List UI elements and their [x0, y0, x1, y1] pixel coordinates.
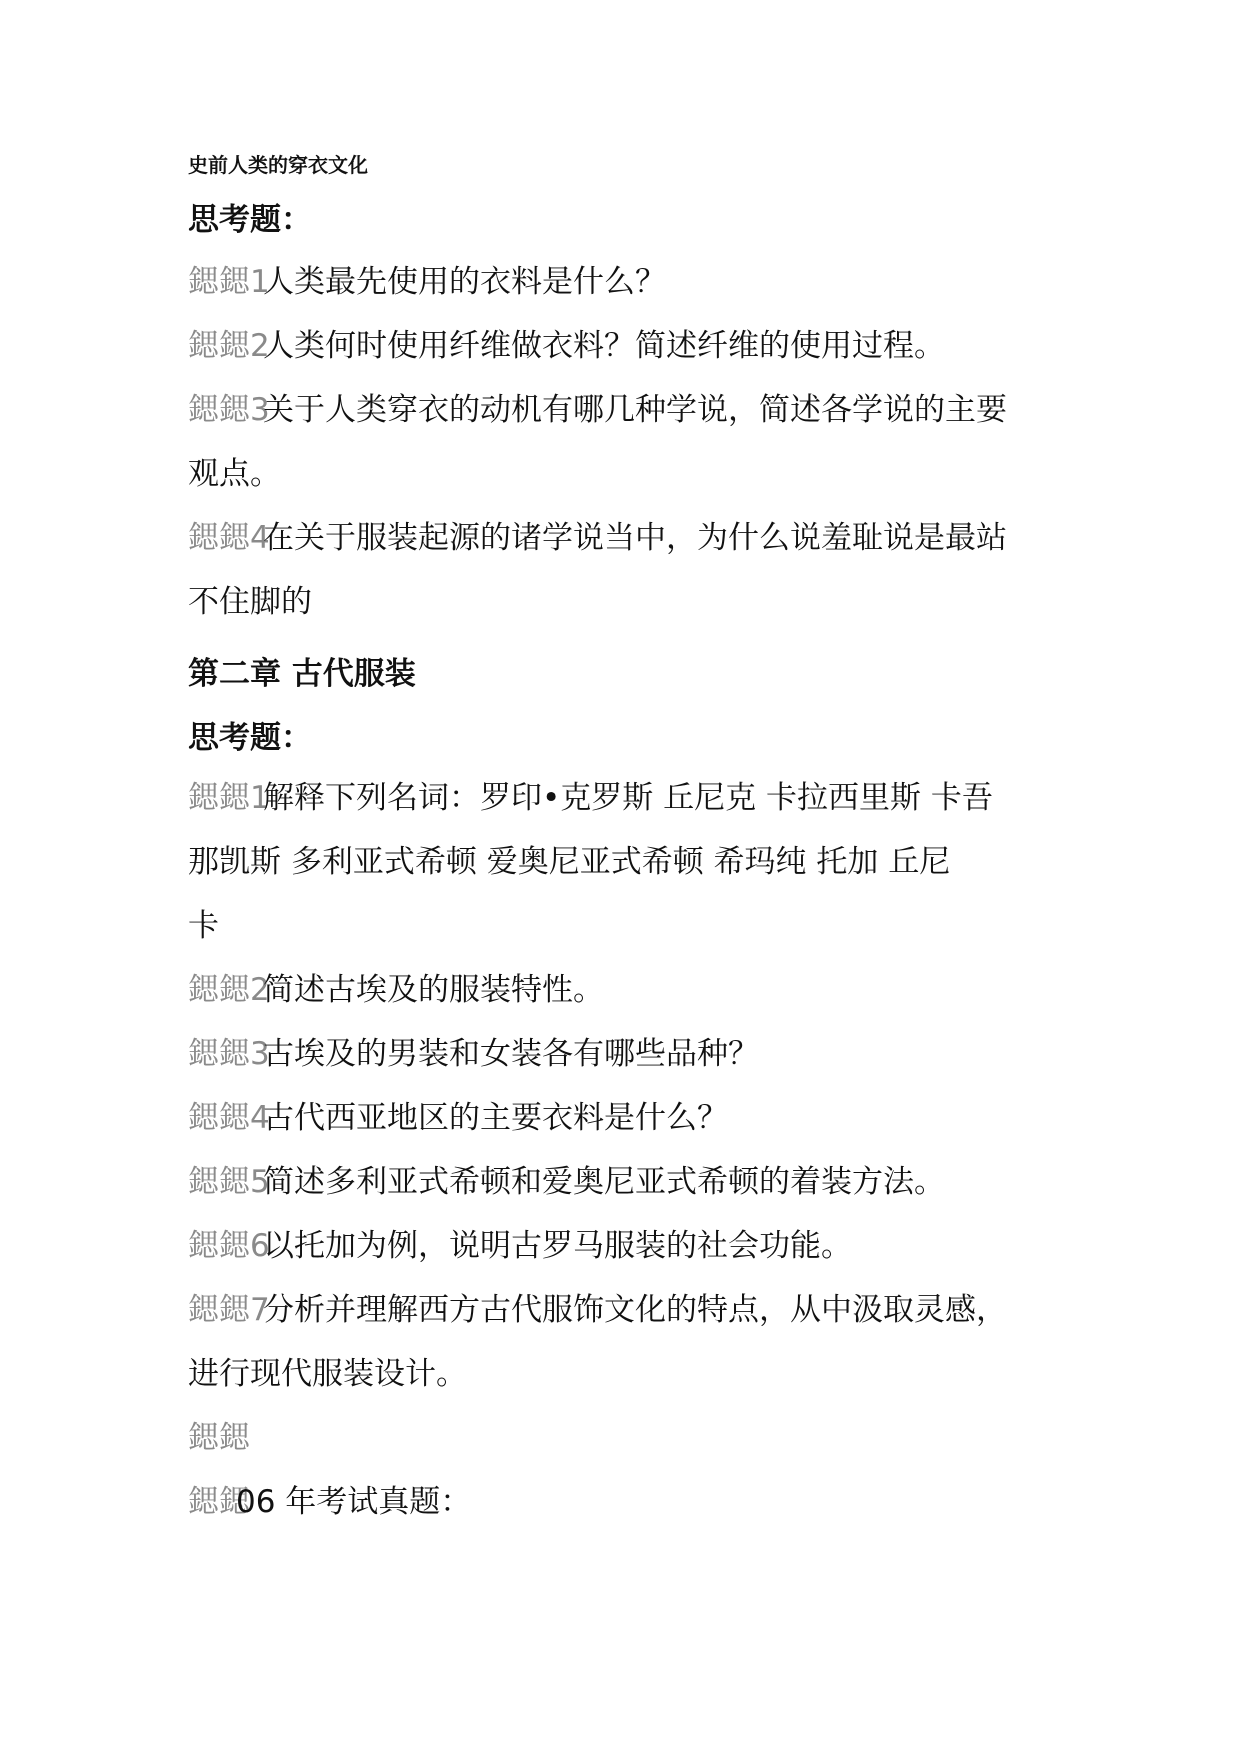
list-item-c2-q1 — [188, 766, 1068, 958]
question-text-continued: 进行现代服装设计。 — [188, 1356, 467, 1392]
list-item-s1-q2 — [188, 314, 1068, 378]
question-text-continued: 那凯斯 多利亚式希顿 爱奥尼亚式希顿 希玛纯 托加 丘尼 — [188, 844, 951, 880]
question-text: 关于人类穿衣的动机有哪几种学说，简述各学说的主要 — [263, 392, 1007, 428]
question-text: 古代西亚地区的主要衣料是什么？ — [263, 1100, 728, 1136]
list-item-c2-q5 — [188, 1150, 1068, 1214]
question-marker: 鍶鍶4 — [188, 1100, 270, 1136]
list-item-s1-q4 — [188, 506, 1068, 634]
blank-line — [188, 1406, 1068, 1470]
list-item-c2-q2 — [188, 958, 1068, 1022]
question-text-continued: 卡 — [188, 908, 219, 944]
question-marker: 鍶鍶3 — [188, 1036, 270, 1072]
document-title: 史前人类的穿衣文化 — [188, 153, 368, 177]
list-item-c2-q4 — [188, 1086, 1068, 1150]
chapter2-heading: 思考题： — [188, 720, 312, 756]
question-marker: 鍶鍶2 — [188, 328, 270, 364]
question-text: 简述多利亚式希顿和爱奥尼亚式希顿的着装方法。 — [263, 1164, 945, 1200]
question-marker: 鍶鍶1 — [188, 264, 270, 300]
question-text-continued: 观点。 — [188, 456, 281, 492]
question-marker: 鍶鍶4 — [188, 520, 270, 556]
question-text: 人类最先使用的衣料是什么？ — [263, 264, 666, 300]
question-marker: 鍶鍶 — [188, 1484, 250, 1520]
question-text: 在关于服装起源的诸学说当中，为什么说羞耻说是最站 — [263, 520, 1007, 556]
question-text: 以托加为例，说明古罗马服装的社会功能。 — [263, 1228, 852, 1264]
list-item-c2-q7 — [188, 1278, 1068, 1406]
exam-heading-text: 06 年考试真题： — [236, 1484, 472, 1520]
question-text: 简述古埃及的服装特性。 — [263, 972, 604, 1008]
question-marker: 鍶鍶5 — [188, 1164, 270, 1200]
question-text: 古埃及的男装和女装各有哪些品种？ — [263, 1036, 759, 1072]
question-marker: 鍶鍶6 — [188, 1228, 270, 1264]
question-marker: 鍶鍶2 — [188, 972, 270, 1008]
question-text: 分析并理解西方古代服饰文化的特点，从中汲取灵感， — [263, 1292, 1007, 1328]
list-item-s1-q3 — [188, 378, 1068, 506]
question-text: 人类何时使用纤维做衣料？简述纤维的使用过程。 — [263, 328, 945, 364]
question-text-continued: 不住脚的 — [188, 584, 312, 620]
list-item-c2-q3 — [188, 1022, 1068, 1086]
exam-heading — [188, 1470, 1068, 1534]
question-marker: 鍶鍶 — [188, 1420, 250, 1456]
question-text: 解释下列名词：罗印•克罗斯 丘尼克 卡拉西里斯 卡吾 — [263, 780, 993, 816]
list-item-c2-q6 — [188, 1214, 1068, 1278]
question-marker: 鍶鍶7 — [188, 1292, 270, 1328]
question-marker: 鍶鍶1 — [188, 780, 270, 816]
list-item-s1-q1 — [188, 250, 1068, 314]
chapter-title: 第二章 古代服装 — [188, 656, 416, 692]
section1-heading: 思考题： — [188, 202, 312, 238]
question-marker: 鍶鍶3 — [188, 392, 270, 428]
